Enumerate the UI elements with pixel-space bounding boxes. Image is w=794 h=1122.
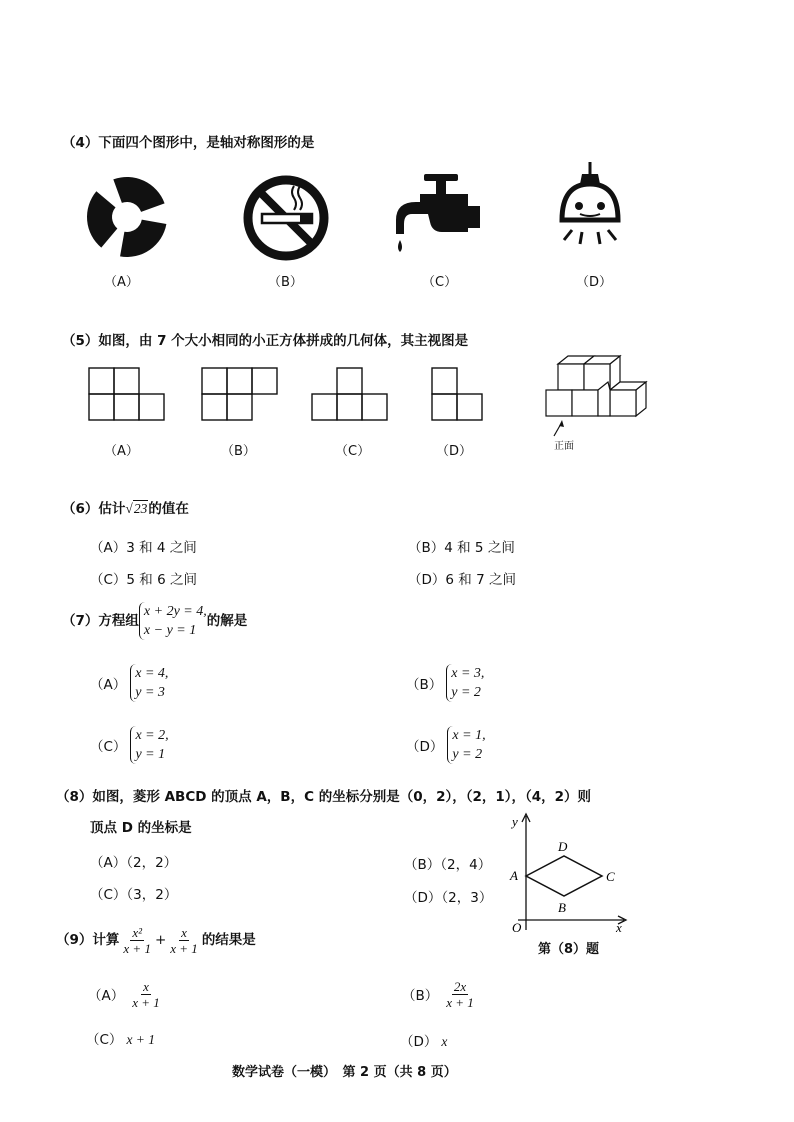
q8-point-b-label: B xyxy=(558,900,566,915)
q7-stem: （7）方程组 x + 2y = 4, x − y = 1 的解是 xyxy=(62,604,248,638)
q5-option-a-view xyxy=(88,367,168,423)
q8-option-b[interactable]: （B）（2，4） xyxy=(404,857,492,873)
q7-option-c[interactable]: （C） x = 2, y = 1 xyxy=(90,728,169,762)
q4-figure-d-lamp-icon xyxy=(552,160,628,256)
q4-figure-c-faucet-icon xyxy=(392,170,484,260)
q5-stem: （5）如图，由 7 个大小相同的小正方体拼成的几何体，其主视图是 xyxy=(62,333,469,349)
q5-option-d-view xyxy=(431,367,491,423)
q8-point-d-label: D xyxy=(558,839,568,854)
q9-option-a[interactable]: （A） $\frac{x}{x + 1}$ xyxy=(88,978,160,1010)
q4-stem: （4）下面四个图形中，是轴对称图形的是 xyxy=(62,135,315,151)
q9-option-b[interactable]: （B） $\frac{2x}{x + 1}$ xyxy=(402,978,474,1010)
q8-option-a[interactable]: （A）（2，2） xyxy=(90,855,178,871)
q5-option-c-view xyxy=(311,367,391,423)
q6-option-d[interactable]: （D）6 和 7 之间 xyxy=(408,572,516,588)
q4-label-d: （D） xyxy=(576,275,613,290)
q5-label-d: （D） xyxy=(436,444,473,459)
q6-option-b[interactable]: （B）4 和 5 之间 xyxy=(408,540,515,556)
q4-label-b: （B） xyxy=(268,275,303,290)
q6-stem: （6）估计√23的值在 xyxy=(62,501,189,517)
page-footer: 数学试卷（一模） 第 2 页（共 8 页） xyxy=(232,1065,457,1080)
q4-label-a: （A） xyxy=(104,275,139,290)
q8-point-a-label: A xyxy=(510,868,518,883)
q6-option-c[interactable]: （C）5 和 6 之间 xyxy=(90,572,197,588)
q8-rhombus-figure xyxy=(500,810,630,940)
q8-option-c[interactable]: （C）（3，2） xyxy=(90,887,178,903)
q8-origin-label: O xyxy=(512,920,522,935)
q4-label-c: （C） xyxy=(422,275,458,290)
q5-label-a: （A） xyxy=(104,444,139,459)
q5-front-label: 正面 xyxy=(554,441,574,452)
q7-option-d[interactable]: （D） x = 1, y = 2 xyxy=(406,728,486,762)
q9-option-d[interactable]: （D） x xyxy=(400,1034,448,1050)
q4-figure-a-icon xyxy=(82,172,172,262)
q8-stem-line1: （8）如图，菱形 ABCD 的顶点 A，B，C 的坐标分别是（0，2），（2，1），（4，2）则 xyxy=(56,789,592,805)
q4-figure-b-no-smoking-icon xyxy=(242,174,330,262)
q5-label-c: （C） xyxy=(335,444,371,459)
q8-figure-caption: 第（8）题 xyxy=(538,942,600,957)
q9-option-c[interactable]: （C） x + 1 xyxy=(86,1032,156,1048)
q5-option-b-view xyxy=(201,367,281,423)
q8-y-axis-label: y xyxy=(512,814,518,829)
q7-option-b[interactable]: （B） x = 3, y = 2 xyxy=(406,666,485,700)
q8-point-c-label: C xyxy=(606,869,615,884)
q8-option-d[interactable]: （D）（2，3） xyxy=(404,890,493,906)
q6-option-a[interactable]: （A）3 和 4 之间 xyxy=(90,540,197,556)
q7-option-a[interactable]: （A） x = 4, y = 3 xyxy=(90,666,169,700)
q8-stem-line2: 顶点 D 的坐标是 xyxy=(90,820,192,836)
q9-stem: （9）计算 $\frac{\text{x²}}{x + 1}$ + $\frac{x}{x + 1}$ 的结果是 xyxy=(56,924,256,956)
q5-label-b: （B） xyxy=(221,444,256,459)
q8-x-axis-label: x xyxy=(616,920,622,935)
q6-radicand: 23 xyxy=(133,501,148,516)
